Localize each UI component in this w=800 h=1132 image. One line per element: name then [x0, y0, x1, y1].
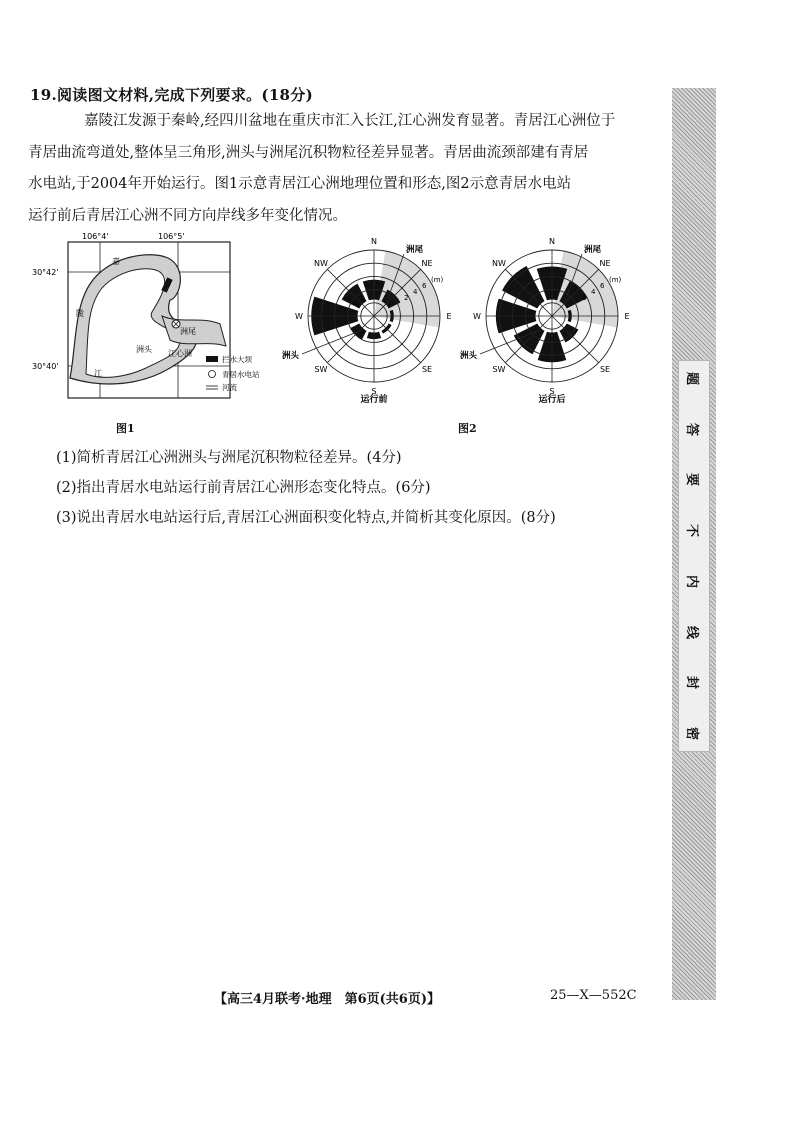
material-paragraph: [28, 106, 646, 232]
river-char: 嘉: [112, 257, 120, 266]
ring-label: 2: [404, 294, 409, 302]
direction-label: SE: [421, 365, 433, 375]
ring-label: 4: [591, 288, 596, 296]
direction-label: SW: [314, 365, 328, 375]
sub-question-2: (2)指出青居水电站运行前青居江心洲形态变化特点。(6分): [56, 480, 431, 496]
figure1-map: [30, 228, 290, 428]
notice-char: 答: [684, 422, 700, 436]
legend-station-icon: [209, 371, 216, 378]
notice-char: 题: [684, 371, 700, 386]
figure2-rose-diagrams: [280, 232, 650, 422]
direction-label: N: [371, 237, 377, 246]
ring-label: 6: [600, 282, 605, 290]
lon-label: 106°5': [158, 232, 185, 241]
direction-label: N: [549, 237, 555, 246]
footer-code: 25—X—552C: [550, 988, 637, 1003]
legend-dam-swatch: [206, 356, 218, 362]
direction-label: NW: [314, 258, 328, 268]
island-tail-label: 洲尾: [406, 245, 424, 255]
lat-label: 30°42': [32, 268, 59, 277]
rose-diagram-after: [460, 237, 630, 405]
island-tail-label: 洲尾: [180, 327, 196, 336]
ring-label: (m): [609, 276, 622, 284]
ring-label: 2: [582, 294, 587, 302]
island-tail-label: 洲尾: [584, 245, 602, 255]
figures-area: [0, 228, 660, 438]
notice-char: 封: [684, 676, 700, 690]
island-head-label: 洲头: [136, 345, 152, 354]
direction-label: W: [295, 312, 303, 321]
direction-label: SE: [599, 365, 611, 375]
rose-diagram-before: [282, 237, 452, 405]
binding-strip-notice: [678, 360, 710, 752]
panel-label: 运行后: [538, 395, 566, 405]
paragraph-line: 水电站,于2004年开始运行。图1示意青居江心洲地理位置和形态,图2示意青居水电站: [28, 176, 572, 192]
island-name-label: 江心洲: [168, 349, 192, 358]
direction-label: S: [371, 387, 377, 396]
direction-label: NE: [421, 258, 433, 268]
sub-question-1: (1)简析青居江心洲洲头与洲尾沉积物粒径差异。(4分): [56, 450, 402, 466]
paragraph-line: 嘉陵江发源于秦岭,经四川盆地在重庆市汇入长江,江心洲发育显著。青居江心洲位于: [84, 113, 616, 129]
panel-label: 运行前: [360, 395, 388, 405]
ring-label: (m): [431, 276, 444, 284]
footer-page-info: 【高三4月联考·地理 第6页(共6页)】: [214, 992, 440, 1007]
notice-char: 不: [684, 524, 700, 538]
river-char: 江: [94, 369, 102, 378]
river-char: 陵: [76, 309, 84, 318]
island-head-label: 洲头: [282, 351, 300, 361]
direction-label: NE: [599, 258, 611, 268]
notice-char: 要: [684, 473, 700, 487]
legend-dam-label: 拦水大坝: [222, 355, 252, 364]
notice-char: 内: [684, 574, 700, 588]
question-title: 19.阅读图文材料,完成下列要求。(18分): [30, 86, 313, 104]
figure2-caption: 图2: [458, 422, 477, 435]
ring-label: 6: [422, 282, 427, 290]
direction-label: E: [624, 312, 630, 321]
paragraph-line: 青居曲流弯道处,整体呈三角形,洲头与洲尾沉积物粒径差异显著。青居曲流颈部建有青居: [28, 144, 589, 161]
lon-label: 106°4': [82, 232, 109, 241]
figure1-caption: 图1: [116, 422, 135, 435]
rose-spoke: [374, 316, 421, 363]
direction-label: NW: [492, 258, 506, 268]
head-pointer: [302, 330, 362, 354]
notice-char: 线: [684, 625, 700, 639]
paragraph-line: 运行前后青居江心洲不同方向岸线多年变化情况。: [28, 207, 347, 224]
direction-label: W: [473, 312, 481, 321]
legend-station-label: 青居水电站: [222, 370, 260, 379]
notice-char: 密: [684, 726, 700, 740]
direction-label: E: [446, 312, 452, 321]
ring-label: 4: [413, 288, 418, 296]
lat-label: 30°40': [32, 362, 59, 371]
direction-label: SW: [492, 365, 506, 375]
island-head-label: 洲头: [460, 351, 478, 361]
legend-river-label: 河流: [222, 383, 237, 392]
direction-label: S: [549, 387, 555, 396]
sub-question-3: (3)说出青居水电站运行后,青居江心洲面积变化特点,并简析其变化原因。(8分): [56, 510, 556, 526]
